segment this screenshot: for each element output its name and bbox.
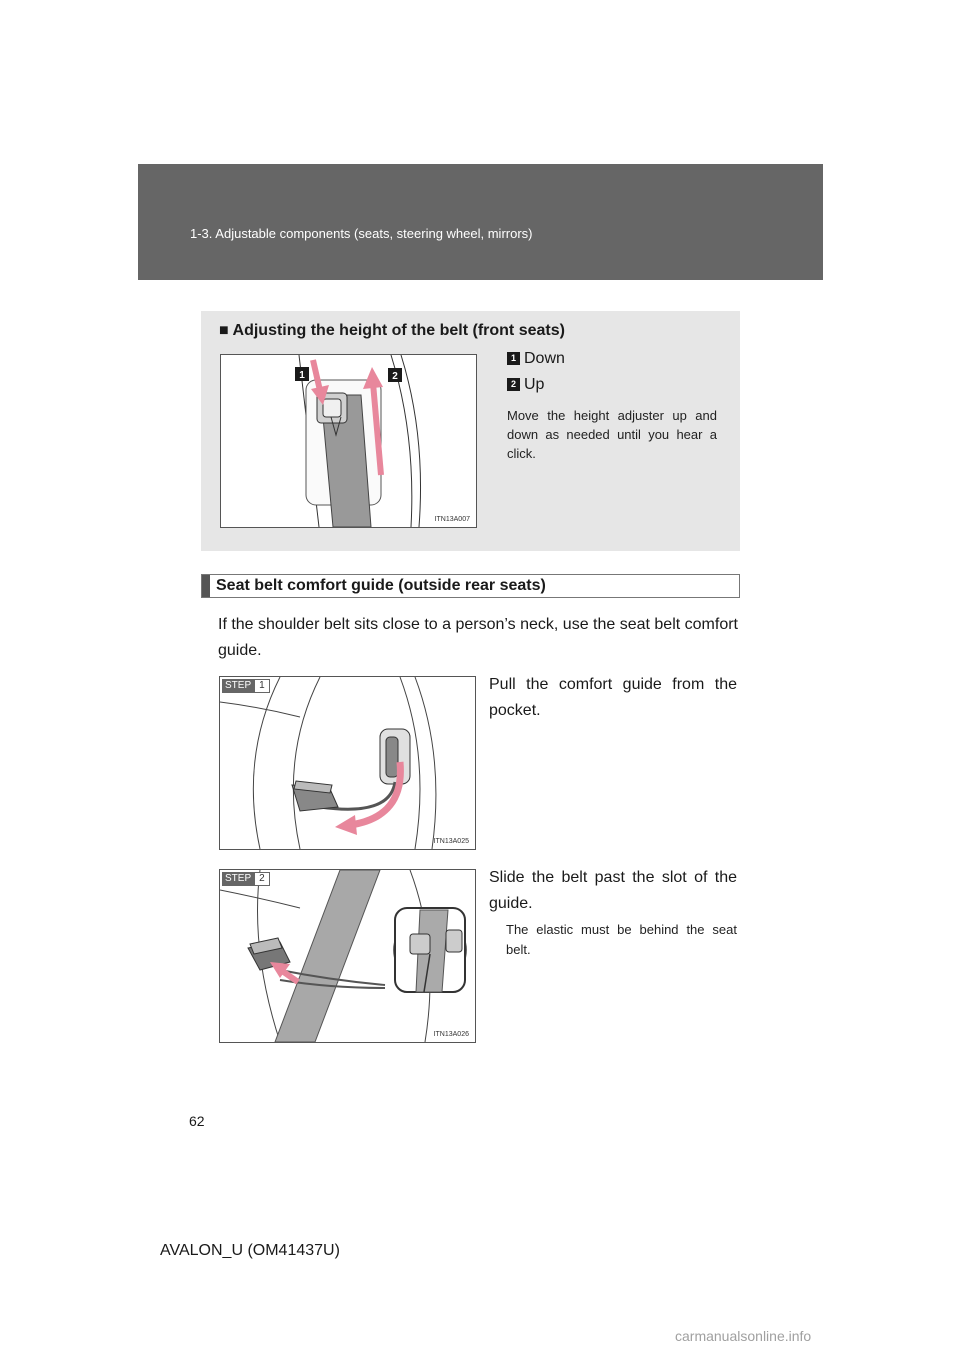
number-badge-icon: 1 <box>507 352 520 365</box>
step-2-badge <box>222 872 270 886</box>
height-adjuster-illustration <box>220 354 477 528</box>
section-breadcrumb: 1-3. Adjustable components (seats, steering wheel, mirrors) <box>190 226 533 241</box>
section-intro: If the shoulder belt sits close to a person’s neck, use the seat belt comfort guide. <box>218 616 738 659</box>
image-code: ITN13A025 <box>433 838 469 845</box>
image-code: ITN13A026 <box>433 1031 469 1038</box>
height-adjust-box <box>201 311 740 551</box>
comfort-guide-pull-drawing <box>220 677 475 849</box>
step-2-text: Slide the belt past the slot of the guide. <box>489 869 737 912</box>
image-code: ITN13A007 <box>434 516 470 523</box>
manual-footer: AVALON_U (OM41437U) <box>160 1242 340 1259</box>
heading-tab <box>202 575 210 597</box>
adjuster-note: Move the height adjuster up and down as needed until you hear a click. <box>507 408 717 461</box>
header-band <box>138 164 823 280</box>
legend-item-down <box>507 350 565 368</box>
step-1-illustration <box>219 676 476 850</box>
step-number: 1 <box>254 679 270 693</box>
legend-item-up <box>507 376 544 394</box>
callout-1-label: 1 <box>299 370 305 381</box>
step-label: STEP <box>222 872 254 886</box>
step-number: 2 <box>254 872 270 886</box>
section-title: Seat belt comfort guide (outside rear seats) <box>216 577 546 594</box>
page-number: 62 <box>189 1113 205 1129</box>
section-heading <box>201 574 740 598</box>
step-1-text: Pull the comfort guide from the pocket. <box>489 676 737 719</box>
watermark: carmanualsonline.info <box>675 1328 812 1344</box>
step-label: STEP <box>222 679 254 693</box>
slide-belt-drawing <box>220 870 475 1042</box>
legend-label: Down <box>524 350 565 367</box>
height-adjuster-drawing <box>221 355 476 527</box>
step-1-badge <box>222 679 270 693</box>
callout-2-label: 2 <box>392 371 398 382</box>
legend-label: Up <box>524 376 545 393</box>
number-badge-icon: 2 <box>507 378 520 391</box>
step-2-illustration <box>219 869 476 1043</box>
box-title: ■ Adjusting the height of the belt (front seats) <box>219 322 565 339</box>
step-2-note: The elastic must be behind the seat belt. <box>506 922 737 957</box>
